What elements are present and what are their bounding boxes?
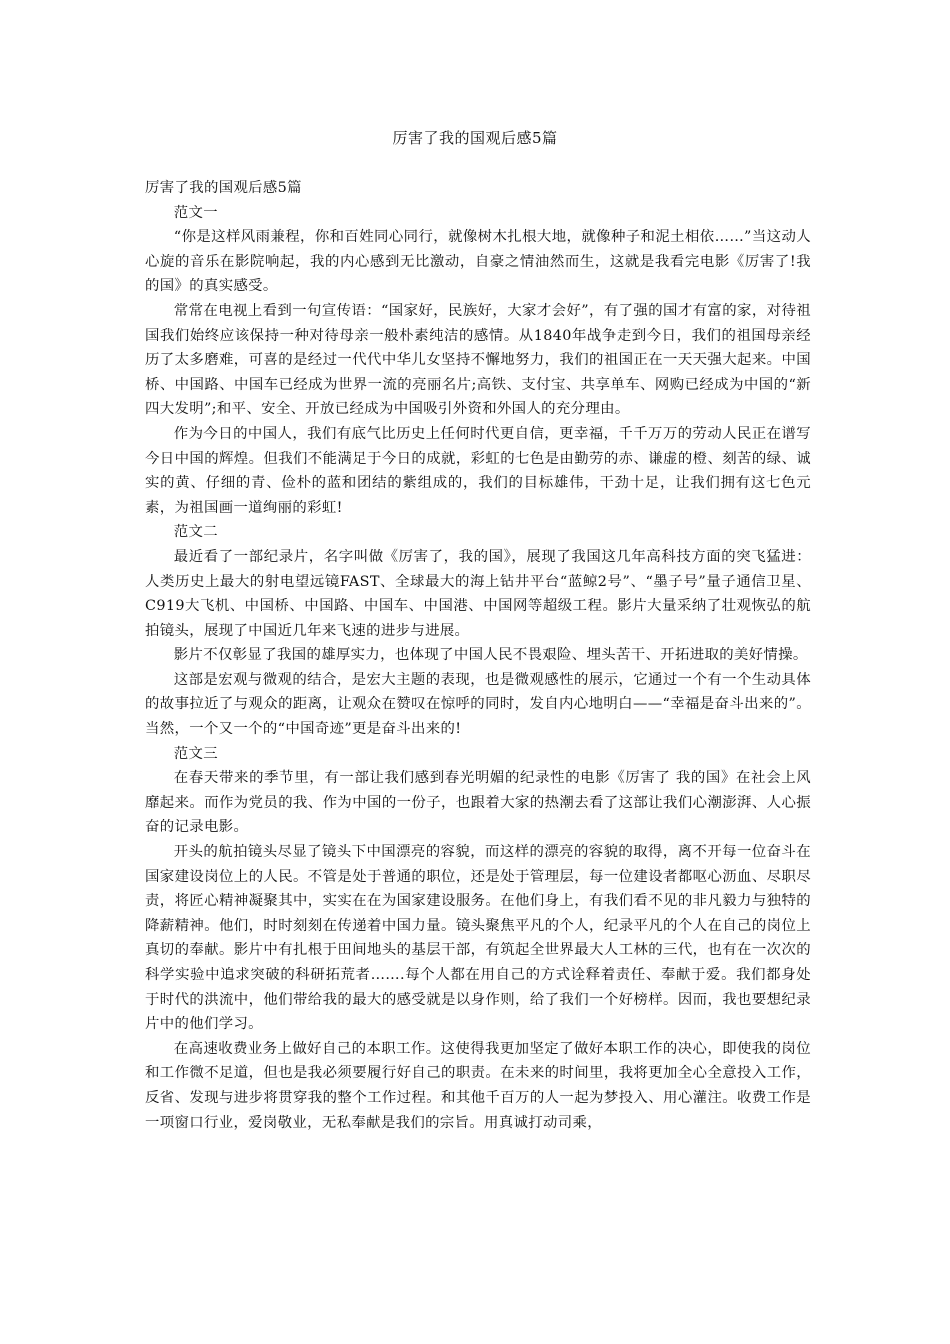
paragraph: 范文一 xyxy=(173,204,219,221)
paragraph: 影片不仅彰显了我国的雄厚实力，也体现了中国人民不畏艰险、埋头苦干、开拓进取的美好情操。 xyxy=(173,647,808,664)
paragraph: 作为今日的中国人，我们有底气比历史上任何时代更自信，更幸福，千千万万的劳动人民正在谱写今日中国的辉煌。但我们不能满足于今日的成就，彩虹的七色是由勤劳的赤、谦虚的橙、刻苦的绿、诚实的黄、仔细的青、俭朴的蓝和团结的紫组成的，我们的目标雄伟，干劲十足，让我们拥有这七色元素，为祖国画一道绚丽的彩虹! xyxy=(145,425,811,516)
paragraph: 在春天带来的季节里，有一部让我们感到春光明媚的纪录性的电影《厉害了 我的国》在社会上风靡起来。而作为党员的我、作为中国的一份子，也跟着大家的热潮去看了这部让我们心潮澎湃、人心振奋的记录电影。 xyxy=(145,770,811,836)
paragraph: 范文二 xyxy=(173,524,219,541)
paragraph: “你是这样风雨兼程，你和百姓同心同行，就像树木扎根大地，就像种子和泥土相依……”当这动人心旋的音乐在影院响起，我的内心感到无比激动，自豪之情油然而生，这就是我看完电影《厉害了!我的国》的真实感受。 xyxy=(145,229,811,295)
paragraph: 最近看了一部纪录片，名字叫做《厉害了，我的国》，展现了我国这几年高科技方面的突飞猛进：人类历史上最大的射电望远镜FAST、全球最大的海上钻井平台“蓝鲸2号”、“墨子号”量子通信卫星、C919大飞机、中国桥、中国路、中国车、中国港、中国网等超级工程。影片大量采纳了壮观恢弘的航拍镜头，展现了中国近几年来飞速的进步与进展。 xyxy=(145,548,811,639)
paragraph: 常常在电视上看到一句宣传语：“国家好，民族好，大家才会好”，有了强的国才有富的家，对待祖国我们始终应该保持一种对待母亲一般朴素纯洁的感情。从1840年战争走到今日，我们的祖国母亲经历了太多磨难，可喜的是经过一代代中华儿女坚持不懈地努力，我们的祖国正在一天天强大起来。中国桥、中国路、中国车已经成为世界一流的亮丽名片;高铁、支付宝、共享单车、网购已经成为中国的“新四大发明”;和平、安全、开放已经成为中国吸引外资和外国人的充分理由。 xyxy=(145,302,811,418)
document-body xyxy=(145,176,811,1135)
paragraph: 范文三 xyxy=(173,745,219,762)
page-title: 厉害了我的国观后感5篇 xyxy=(392,129,558,147)
paragraph: 开头的航拍镜头尽显了镜头下中国漂亮的容貌，而这样的漂亮的容貌的取得，离不开每一位奋斗在国家建设岗位上的人民。不管是处于普通的职位，还是处于管理层，每一位建设者都呕心沥血、尽职尽责，将匠心精神凝聚其中，实实在在为国家建设服务。在他们身上，有我们看不见的非凡毅力与独特的降薪精神。他们，时时刻刻在传递着中国力量。镜头聚焦平凡的个人，纪录平凡的个人在自己的岗位上真切的奉献。影片中有扎根于田间地头的基层干部，有筑起全世界最大人工林的三代，也有在一次次的科学实验中追求突破的科研拓荒者…….每个人都在用自己的方式诠释着责任、奉献于爱。我们都身处于时代的洪流中，他们带给我的最大的感受就是以身作则，给了我们一个好榜样。因而，我也要想纪录片中的他们学习。 xyxy=(145,844,811,1033)
paragraph: 这部是宏观与微观的结合，是宏大主题的表现，也是微观感性的展示，它通过一个有一个生动具体的故事拉近了与观众的距离，让观众在赞叹在惊呼的同时，发自内心地明白——“幸福是奋斗出来的”。当然，一个又一个的“中国奇迹”更是奋斗出来的! xyxy=(145,671,811,738)
paragraph: 在高速收费业务上做好自己的本职工作。这使得我更加坚定了做好本职工作的决心，即使我的岗位和工作微不足道，但也是我必须要履行好自己的职责。在未来的时间里，我将更加全心全意投入工作，反省、发现与进步将贯穿我的整个工作过程。和其他千百万的人一起为梦投入、用心灌注。收费工作是一项窗口行业，爱岗敬业，无私奉献是我们的宗旨。用真诚打动司乘， xyxy=(145,1040,811,1131)
subtitle: 厉害了我的国观后感5篇 xyxy=(145,180,302,196)
